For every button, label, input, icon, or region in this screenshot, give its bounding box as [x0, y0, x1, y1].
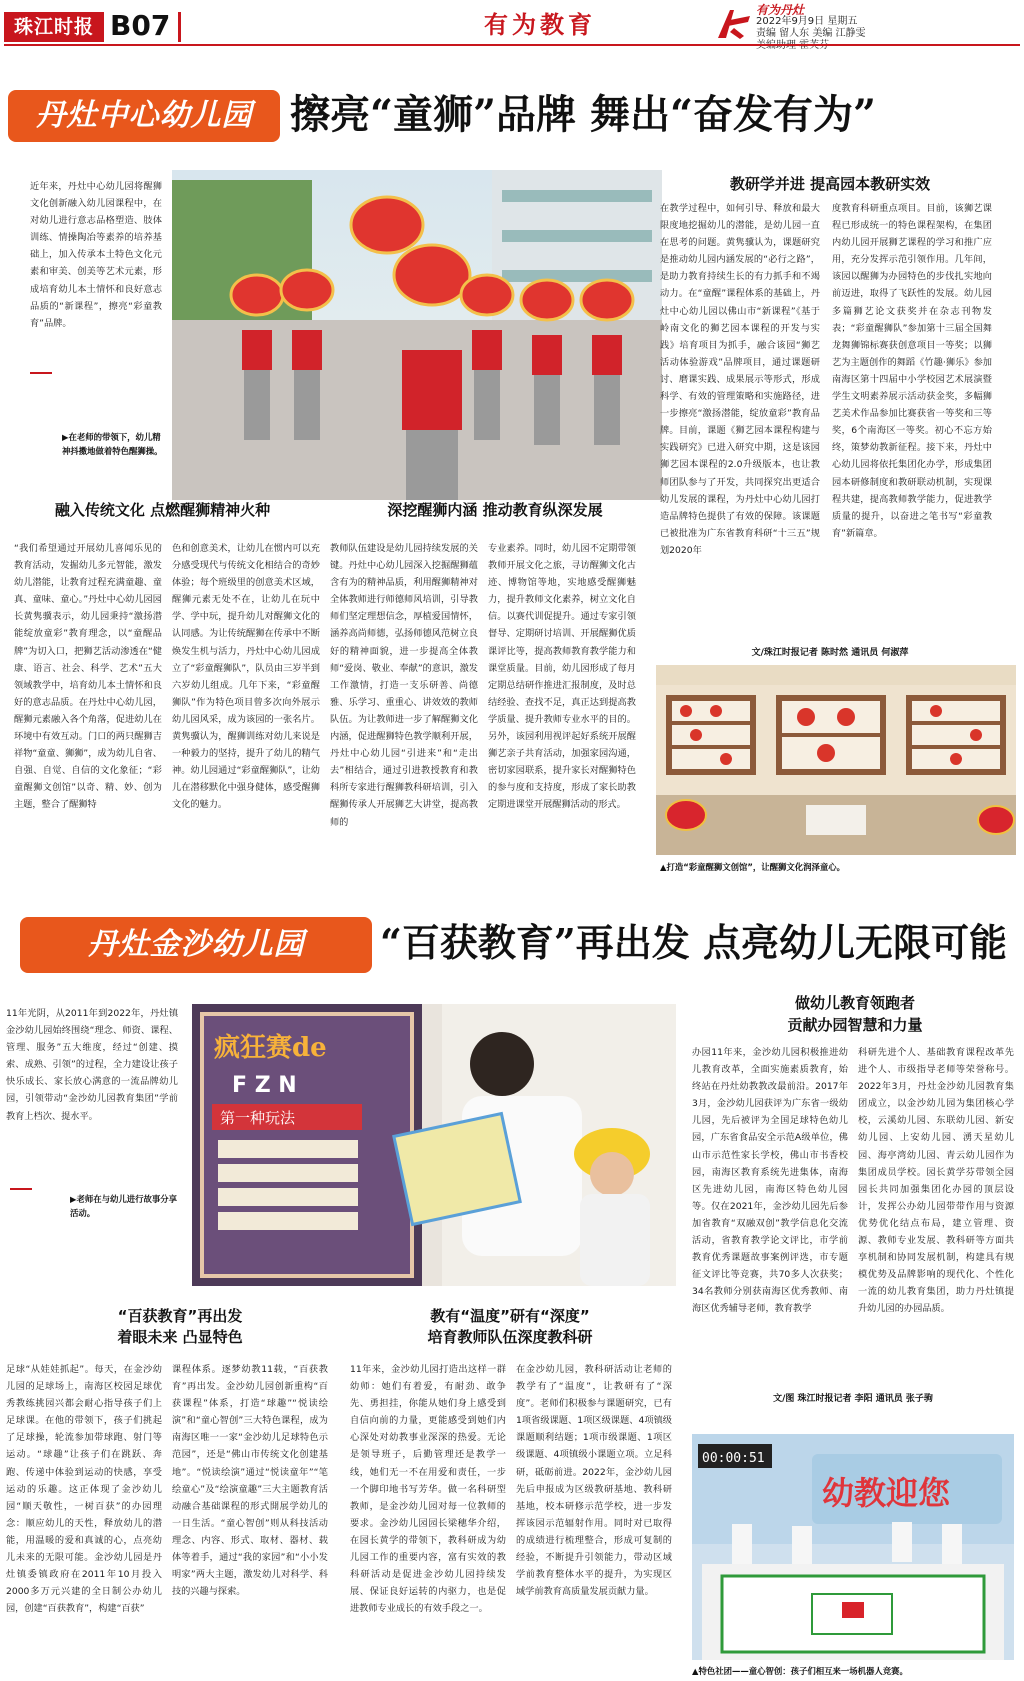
photo-board-text: 幼教迎您: [822, 1474, 951, 1512]
newspaper-logo: 珠江时报: [4, 12, 104, 42]
article2-headline: “百获教育”再出发 点亮幼儿无限可能: [380, 920, 1007, 965]
photo-timer: 00:00:51: [702, 1451, 765, 1466]
section-title-culture: 融入传统文化 点燃醒狮精神火种: [54, 501, 271, 519]
article1-photo2-caption: ▲打造“彩童醒狮文创馆”，让醒狮文化润泽童心。: [660, 862, 845, 872]
section-title-baihuo-1: “百获教育”再出发: [117, 1307, 243, 1325]
intro2-accent-line: [10, 1188, 32, 1190]
school-tag-danzao-jinsha: 丹灶金沙幼儿园: [20, 917, 372, 973]
article2-s1-col2: 课程体系。逐梦幼教11载，“百获教育”再出发。金沙幼儿园创新重构“百获课程”体系，打造“球趣”“悦读绘演”和“童心智创”三大特色课程，成为南海区唯一一家“金沙幼儿足球特色示范园”，还是“佛山市传统文化创建基地”。“悦读绘演”通过“悦读童年”“笔绘童心”及“绘演童趣”三大主题教育活动融合基础课程的形式開展学幼儿的一日生活。“童心智创”则从科技活动理念、内容、形式、取材、器材、载体等着手，通过“我的家园”和“小小发明家”两大主题，激发幼儿对科学、科技的兴趣与探索。: [172, 1364, 328, 1598]
article2-s1-col1: 足球“从娃娃抓起”。每天，在金沙幼儿园的足球场上，南海区校园足球优秀教练挑园兴都会耐心指导孩子们上足球课。在他的带领下，孩子们挑起了足球操，轮流参加带球跑、射门等运动。“球趣”让孩子们在跳跃、奔跑、传递中体验到运动的快感，享受运动的乐趣。这正体现了金沙幼儿园“顺天敬性，一树百获”的办园理念：顺应幼儿的天性，释放幼儿的潜能，用温暖的爱和真诚的心，点亮幼儿未来的无限可能。金沙幼儿园是丹灶镇委镇政府在2011年10月投入2000多万元兴建的全日制公办幼儿园，创建“百获教育”，构建“百获”: [6, 1364, 162, 1615]
section-title-research: 教研学并进 提高园本教研实效: [729, 175, 931, 193]
article2-s2-col2: 在金沙幼儿园，教科研活动让老师的教学有了“温度”，让教研有了“深度”。老师们积极参与课题研究，已有1项省级课题、1项区级课题、4项镇级课题顺利结题；1项市级课题、1项区级课题、4项镇级小课题立项。立足科研，砥砺前进。2022年，金沙幼儿园先后申报成为区级教研基地、教科研基地，校本研修示范学校，进一步发挥该园示范辐射作用。同时对已取得的成绩进行梳理整合，形成可复制的经验，不断提升引领能力，带动区域学前教育整体水平的提升，为实现区域学前教育高质量发展贡献力量。: [516, 1364, 672, 1598]
board-title: 疯狂赛de: [214, 1033, 327, 1063]
intro-accent-line: [30, 372, 52, 374]
section-title: 有为教育: [484, 11, 596, 39]
article1-s3-col1: 在教学过程中，如何引导、释放和最大限度地挖掘幼儿的潜能，是幼儿园一直在思考的问题。黄隽骥认为，课题研究是推动幼儿园内涵发展的“必行之路”，是助力教育持续生长的有力抓手和不竭动力。在“童醒”课程体系的基础上，丹灶中心幼儿园以佛山市“新课程”《基于岭南文化的狮艺园本课程的开发与实践》培育项目为抓手，融合该园“狮艺活动体验游戏”品牌项目，通过课题研讨、磨课实践、成果展示等形式，形成科学、有效的管理策略和实施路径，进一步擦亮“激扬潜能，绽放童彩”教育品牌。目前，课题《狮艺园本课程构建与实践研究》已进入研究中期，这是该园狮艺园本课程的2.0升级版本，也让教师团队参与了开发，共同探究出更适合幼儿发展的课程，为丹灶中心幼儿园打造品牌特色提供了有效的保障。该课题已被批准为广东省教育科研“十三五”规划2020年: [660, 203, 820, 556]
article1-s1-col1: “我们希望通过开展幼儿喜闻乐见的教育活动，发掘幼儿多元智能，激发幼儿潜能，让教育过程充满童趣、童真、童味、童心。”丹灶中心幼儿园园长黄隽骥表示，幼儿园秉持“激扬潜能绽放童彩”教育理念，以“童醒品牌”为切入口，把狮艺活动渗透在“健康、语言、社会、科学、艺术”五大领域教学中，培育幼儿本土情怀和良好的意志品质。在丹灶中心幼儿园，醒狮元素融入各个角落，促进幼儿在环境中有效互动。门口的两只醒狮吉祥物“童童、狮狮”，成为幼儿自省、自强、自觉、自信的文化象征；“彩童醒狮文创馆”以奇、精、妙、创为主题，整合了醒狮特: [14, 543, 162, 811]
article1-s2-col1: 教师队伍建设是幼儿园持续发展的关键。丹灶中心幼儿园深入挖掘醒狮蕴含有为的精神品质，利用醒狮精神对全体教师进行师德师风培训，引导教师们坚定理想信念，厚植爱国情怀，涵养高尚师德，弘扬师德风范树立良好的精神面貌，进一步提高全体教师“爱岗、敬业、奉献”的意识，激发工作激情，打造一支乐研善、尚德雅、乐学习、重重心、讲效效的教师队伍。为让教师进一步了解醒狮文化内涵，促进醒狮特色教学顺利开展，丹灶中心幼儿园“引进来”和“走出去”相结合，通过引进教授教育和教科所专家进行醒狮教科研培训，引入醒狮传承人开展狮艺大讲堂，提高教师的: [330, 543, 478, 828]
assistant-editor-line: [756, 40, 1020, 52]
article1-s3-col2: 度教育科研重点项目。目前，该狮艺课程已形成统一的特色课程架构，在集团内幼儿园开展狮艺课程的学习和推广应用，充分发挥示范引领作用。几年间，该园以醒狮为办园特色的步伐扎实地向前迈进，取得了飞跃性的发展。幼儿园多篇狮艺论文获奖并在杂志刊物发表；“彩童醒狮队”参加第十三届全国舞龙舞狮锦标赛获创意项目一等奖；以狮艺为主题创作的舞蹈《竹趣·狮乐》参加南海区第十四届中小学校园艺术展演暨学生文明素养展示活动获金奖，多幅狮艺美术作品参加比赛获省一等奖和三等奖，6个南海区一等奖。初心不忘方始终，策梦幼教新征程。接下来，丹灶中心幼儿园将依托集团化办学，形成集团园本研修制度和教研联动机制，实现课程共建，提高教师教学能力，促进教学质量的提升，以奋进之笔书写“彩童教育”新篇章。: [832, 203, 992, 539]
section-title-deepen: 深挖醒狮内涵 推动教育纵深发展: [387, 501, 603, 519]
article2-s3-col1: 办园11年来，金沙幼儿园积极推进幼儿教育改革，全面实施素质教育，始终站在丹灶幼教教改最前沿。2017年3月，金沙幼儿园获评为广东省一级幼儿园，先后被评为全国足球特色幼儿园，广东省食品安全示范A级单位，佛山市示范性家长学校，佛山市书香校园，南海区教育系统先进集体，南海区先进幼儿园，南海区特色幼儿园等。仅在2021年，金沙幼儿园先后参加省教育“双融双创”教学信息化交流活动，省教育教学论文评比，市学前教育优秀课题故事案例评选，市专题征文评比等竞赛，共70多人次获奖；34名教师分别获南海区优秀教师、南海区优秀辅导老师，教育教学: [692, 1047, 848, 1315]
feature-brand: 有为丹灶: [756, 3, 805, 17]
brand-mark-icon: [712, 6, 754, 42]
school-tag-danzao-central: 丹灶中心幼儿园: [8, 90, 280, 142]
article1-credit: 文/珠江时报记者 陈时然 通讯员 何淑萍: [751, 648, 909, 658]
header-divider: [178, 12, 181, 42]
article2-s2-col1: 11年来，金沙幼儿园打造出这样一群幼师：她们有着爱，有耐劲、敢争先、勇担挂，你能从她们身上感受到自信向前的力量，更能感受到她们内心深处对幼教事业深深的热爱。无论是领导班子，后勤管理还是教学一线，她们无一不在用爱和责任，一步一个脚印地书写芳华。做一名科研型教师，是金沙幼儿园对每一位教师的要求。金沙幼儿园园长梁穗华介绍，在园长黄学的带领下，教科研成为幼儿园工作的重要内容，富有实效的教科研活动是促进金沙幼儿园持续发展、保证良好运转的内驱力，也是促进教师专业成长的有效手段之一。: [350, 1364, 506, 1615]
section-title-teacher-2: 培育教师队伍深度教科研: [427, 1328, 593, 1346]
masthead-rule: [4, 44, 1020, 46]
article2-intro: 11年光阴，从2011年到2022年，丹灶镇金沙幼儿园始终围绕“理念、师资、课程、管理、服务”五大维度，经过“创建、摸索、成熟、引领”的过程，全力建设让孩子快乐成长、家长放心满意的一流品牌幼儿园，引领带动“金沙幼儿园教育集团”学前教育上档次、提水平。: [6, 1008, 178, 1122]
article2-credit: 文/图 珠江时报记者 李阳 通讯员 张子驹: [773, 1394, 933, 1404]
page-number: B07: [110, 9, 171, 42]
article1-s1-col2: 色和创意美术，让幼儿在惯内可以充分感受现代与传统文化相结合的奇妙体验；每个班级里的创意美术区域，醒狮元素无处不在，让幼儿在玩中学、学中玩，提升幼儿对醒狮文化的认同感。为让传统醒狮在传承中不断焕发生机与活力，丹灶中心幼儿园成立了“彩童醒狮队”，队员由三岁半到六岁幼儿组成。几年下来，“彩童醒狮队”作为特色项目曾多次向外展示幼儿园风采，成为该园的一张名片。黄隽骥认为，醒狮训练对幼儿来说是一种毅力的坚持，提升了幼儿的精气神。幼儿园通过“彩童醒狮队”，让幼儿在潜移默化中强身健体，感受醒狮文化的魅力。: [172, 543, 320, 811]
robot-competition-photo: [692, 1434, 1014, 1660]
article2-s3-col2: 科研先进个人、基础教育课程改革先进个人、市级指导老师等荣誉称号。2022年3月，丹灶金沙幼儿园教育集团成立，以金沙幼儿园为集团核心学校，云溪幼儿园、东联幼儿园、新安幼儿园、上安幼儿园、湧天星幼儿园、海亭湾幼儿园、青云幼儿园作为集团成员学校。园长黄学芬带领全园园长共同加强集团化办园的顶层设计，发挥公办幼儿园带带作用与资源优势优化结点布局，建立管理、资源、教师专业发展、教科研等方面共享机制和协同发展机制，构建具有规模优势及品牌影响的现代化、个性化一流的幼儿教育集团，助力丹灶镇提升幼儿园的办园品质。: [858, 1047, 1014, 1315]
date-line: 2022年9月9日 星期五: [756, 16, 858, 27]
lion-dance-photo: [172, 170, 662, 500]
article1-headline: 擦亮“童狮”品牌 舞出“奋发有为”: [290, 91, 876, 138]
lion-museum-photo: [656, 665, 1016, 855]
section-title-teacher-1: 教有“温度”研有“深度”: [430, 1307, 590, 1325]
article1-photo-caption: ▶在老师的带领下，幼儿精神抖擞地做着特色醒狮操。: [62, 432, 163, 456]
article1-s2-col2: 专业素养。同时，幼儿园不定期带领教师开展文化之旅，寻访醒狮文化古迹、博物馆等地，实地感受醒狮魅力，提升教师文化素养，树立文化自信。以赛代训促提升。通过专家引领督导、定期研讨培训、开展醒狮优质课评比等，提高教师教育教学能力和课堂质量。目前，幼儿园形成了每月定期总结研作推进汇报制度，及时总结经验、查找不足，真正达到提高教学质量、提升教师专业水平的目的。另外，该园利用视评起好系统开展醒狮艺亲子共育活动，加强家园沟通，密切家园联系，提升家长对醒狮特色的参与度和支持度，形成了家长助教定期进课堂开展醒狮活动的形式。: [488, 543, 636, 811]
story-sharing-photo: [192, 1004, 676, 1286]
section-title-leader-1: 做幼儿教育领跑者: [794, 994, 915, 1012]
article2-photo-caption: ▶老师在与幼儿进行故事分享活动。: [70, 1194, 177, 1218]
article2-photo2-caption: ▲特色社团——童心智创：孩子们相互来一场机器人竞赛。: [692, 1666, 908, 1676]
board-letters: F Z N: [232, 1073, 297, 1098]
article1-intro: 近年来，丹灶中心幼儿园将醒狮文化创新融入幼儿园课程中，在对幼儿进行意志品格塑造、肢体训练、情操陶冶等素养的培养基础上，加入传承本土特色文化元素和审美、创美等艺术元素，形成培育幼儿本土情怀和良好意志品质的“新课程”，擦亮“彩童教育”品牌。: [30, 181, 162, 329]
board-subtitle: 第一种玩法: [220, 1109, 296, 1127]
editor-line: 责编 留人东 美编 江静雯: [756, 28, 866, 39]
section-title-leader-2: 贡献办园智慧和力量: [787, 1016, 923, 1034]
section-title-baihuo-2: 着眼未来 凸显特色: [117, 1328, 243, 1346]
